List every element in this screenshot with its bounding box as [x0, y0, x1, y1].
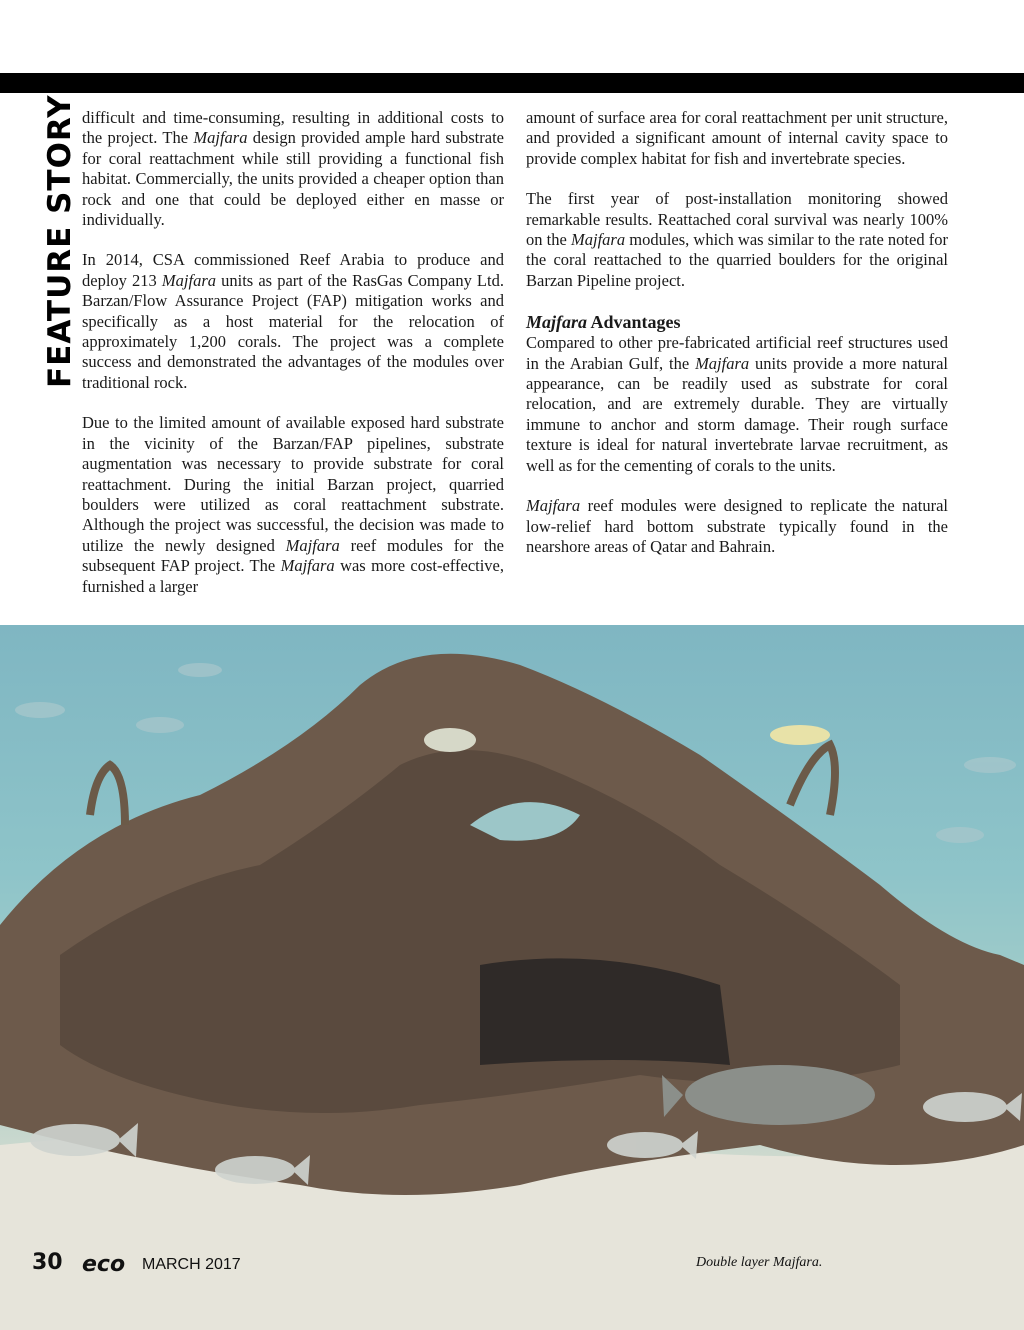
paragraph: Compared to other pre-fabricated artificial reef structures used in the Arabian Gulf, the Majfara units provide a more natural appearance, can be readily used as substrate for coral relocation, and are extremely durable. They are virtually immune to anchor and storm damage. Their rough surface texture is ideal for natural invertebrate larvae recruitment, as well as for the cementing of corals to the units.: [526, 333, 948, 475]
section-label: FEATURE STORY: [42, 94, 78, 388]
header-bar: [0, 73, 1024, 93]
section-subheading: Majfara Advantages: [526, 312, 681, 333]
left-column: [82, 108, 504, 617]
paragraph: amount of surface area for coral reattachment per unit structure, and provided a significant amount of internal cavity space to provide complex habitat for fish and invertebrate species.: [526, 108, 948, 168]
paragraph: Due to the limited amount of available exposed hard substrate in the vicinity of the Barzan/FAP pipelines, substrate augmentation was necessary to provide substrate for coral reattachment. During the initial Barzan project, quarried boulders were utilized as coral reattachment substrate. Although the project was successful, the decision was made to utilize the newly designed Majfara reef modules for the subsequent FAP project. The Majfara was more cost-effective, furnished a larger: [82, 413, 505, 596]
reef-illustration: [0, 625, 1024, 1330]
paragraph: Majfara reef modules were designed to replicate the natural low-relief hard bottom substrate typically found in the nearshore areas of Qatar and Bahrain.: [526, 496, 948, 556]
photo-caption: Double layer Majfara.: [696, 1255, 823, 1270]
magazine-logo: eco: [82, 1252, 126, 1277]
paragraph: difficult and time-consuming, resulting in additional costs to the project. The Majfara design provided ample hard substrate for coral reattachment while still providing a functional fish habitat. Commercially, the units provided a cheaper option than rock and one that could be deployed either en masse or individually.: [82, 108, 504, 230]
paragraph: In 2014, CSA commissioned Reef Arabia to produce and deploy 213 Majfara units as part of the RasGas Company Ltd. Barzan/Flow Assurance Project (FAP) mitigation works and specifically as a host material for the relocation of approximately 1,200 corals. The project was a complete success and demonstrated the advantages of the modules over traditional rock.: [82, 250, 504, 392]
reef-photo: [0, 625, 1024, 1330]
issue-date: MARCH 2017: [142, 1256, 241, 1273]
page-number: 30: [32, 1250, 63, 1275]
paragraph: The first year of post-installation monitoring showed remarkable results. Reattached coral survival was nearly 100% on the Majfara modules, which was similar to the rate noted for the coral reattached to the quarried boulders for the original Barzan Pipeline project.: [526, 189, 948, 290]
right-column: [526, 108, 948, 577]
